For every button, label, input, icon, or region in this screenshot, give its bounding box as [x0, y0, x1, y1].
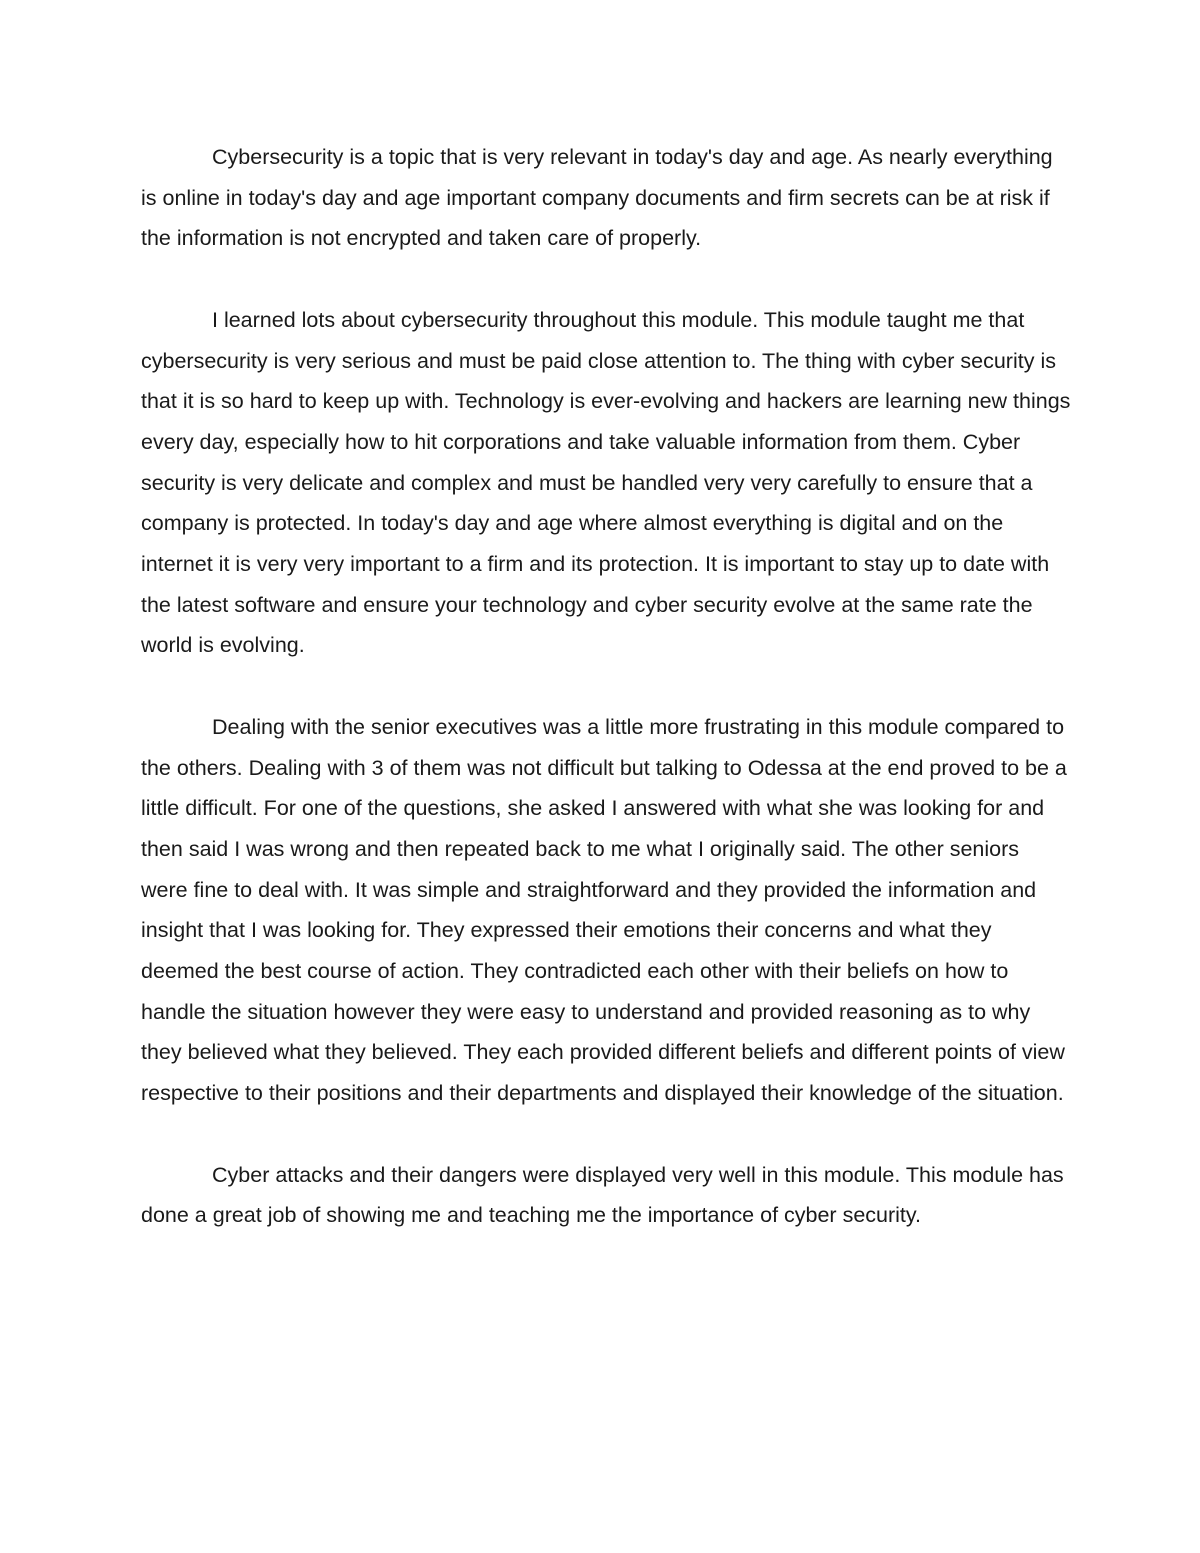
paragraph-conclusion: Cyber attacks and their dangers were displayed very well in this module. This module has done a great job of showing me and teaching me the importance of cyber security. [141, 1162, 1064, 1228]
paragraph-executives: Dealing with the senior executives was a little more frustrating in this module compared to the others. Dealing with 3 of them was not difficult but talking to Odessa at the end proved to be a little difficult. For one of the questions, she asked I answered with what she was looking for and then said I was wrong and then repeated back to me what I originally said. The other seniors were fine to deal with. It was simple and straightforward and they provided the information and insight that I was looking for. They expressed their emotions their concerns and what they deemed the best course of action. They contradicted each other with their beliefs on how to handle the situation however they were easy to understand and provided reasoning as to why they believed what they believed. They each provided different beliefs and different points of view respective to their positions and their departments and displayed their knowledge of the situation. [141, 714, 1067, 1106]
paragraph-learning: I learned lots about cybersecurity throughout this module. This module taught me that cybersecurity is very serious and must be paid close attention to. The thing with cyber security is that it is so hard to keep up with. Technology is ever-evolving and hackers are learning new things every day, especially how to hit corporations and take valuable information from them. Cyber security is very delicate and complex and must be handled very very carefully to ensure that a company is protected. In today's day and age where almost everything is digital and on the internet it is very very important to a firm and its protection. It is important to stay up to date with the latest software and ensure your technology and cyber security evolve at the same rate the world is evolving. [141, 307, 1071, 658]
paragraph-intro: Cybersecurity is a topic that is very relevant in today's day and age. As nearly everything is online in today's day and age important company documents and firm secrets can be at risk if the information is not encrypted and taken care of properly. [141, 145, 1053, 251]
document-body [141, 137, 1071, 1236]
